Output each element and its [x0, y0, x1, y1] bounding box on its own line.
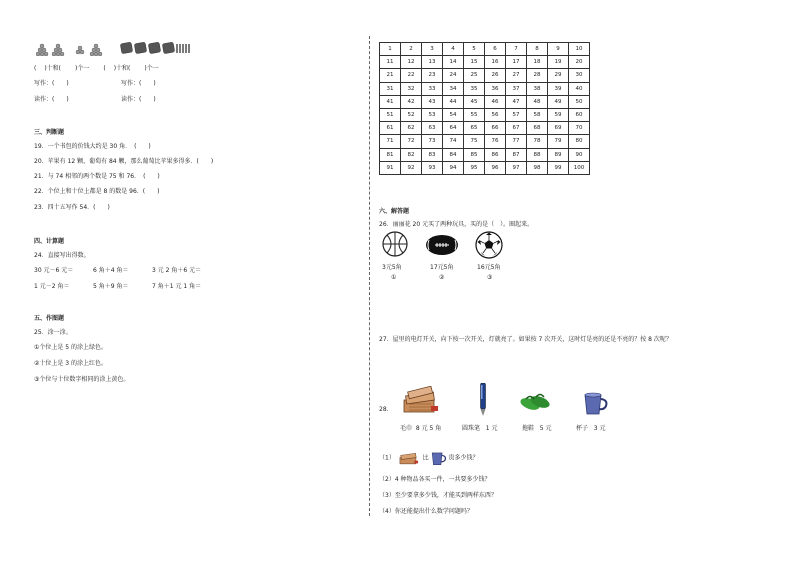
question-27: 27．屋里的电灯开关，向下按一次开关，灯就亮了。如果按 7 次开关，这时灯是亮的还是不亮的？按 8 次呢？ — [379, 336, 672, 343]
hundred-chart-cell[interactable]: 6 — [485, 43, 506, 56]
item-slippers-label — [522, 423, 551, 432]
hundred-chart-cell[interactable]: 73 — [422, 135, 443, 148]
hundred-chart-cell[interactable]: 94 — [443, 161, 464, 174]
hundred-chart-cell[interactable]: 59 — [548, 108, 569, 121]
hundred-chart-cell[interactable]: 26 — [485, 69, 506, 82]
question-25: 25．涂一涂。 — [34, 329, 72, 336]
hundred-chart-cell[interactable]: 43 — [422, 95, 443, 108]
soccer-ball-icon[interactable] — [475, 231, 503, 261]
ball-3-label: ③ — [487, 274, 493, 281]
sub-question-2: （2）4 种物品各买一件，一共要多少钱？ — [379, 476, 491, 483]
hundred-chart-cell[interactable]: 86 — [485, 148, 506, 161]
calc-1-2: 6 角＋4 角＝ — [93, 267, 129, 274]
read-right: 读作：( ) — [121, 96, 156, 103]
hundred-chart-cell[interactable]: 33 — [422, 82, 443, 95]
basketball-icon[interactable] — [382, 231, 408, 259]
ball-1-price: 3元5角 — [382, 264, 402, 271]
slippers-icon — [518, 390, 554, 416]
hundred-chart-cell[interactable]: 69 — [548, 122, 569, 135]
q25-item-3: ③个位与十位数字相同的涂上黄色。 — [34, 376, 130, 383]
hundred-chart-cell[interactable]: 75 — [464, 135, 485, 148]
hundred-chart-cell[interactable]: 30 — [569, 69, 590, 82]
hundred-chart-cell[interactable]: 49 — [548, 95, 569, 108]
hundred-chart-cell[interactable]: 10 — [569, 43, 590, 56]
hundred-chart-cell[interactable]: 34 — [443, 82, 464, 95]
item-cup-label — [576, 423, 605, 432]
hundred-chart-cell[interactable]: 100 — [569, 161, 590, 174]
paren-open-2: ( — [103, 65, 106, 72]
hundred-chart-row — [380, 95, 590, 108]
towel-small-icon — [397, 450, 421, 466]
calc-2-1: 1 元－2 角＝ — [34, 283, 70, 290]
sub-question-1 — [379, 450, 479, 466]
towel-name: 毛巾 — [400, 425, 413, 432]
section3-title: 三、判断题 — [34, 129, 65, 136]
hundred-chart-cell[interactable]: 61 — [380, 122, 401, 135]
ballpoint-pen-icon — [479, 383, 487, 419]
hundred-chart-cell[interactable]: 68 — [527, 122, 548, 135]
hundred-chart-cell[interactable]: 88 — [527, 148, 548, 161]
cup-price: 3 元 — [593, 425, 606, 432]
hundred-chart-cell[interactable]: 67 — [506, 122, 527, 135]
hundred-chart-cell[interactable]: 8 — [527, 43, 548, 56]
hundred-chart-cell[interactable]: 89 — [548, 148, 569, 161]
hundred-chart-cell[interactable]: 16 — [485, 56, 506, 69]
hundred-chart-cell[interactable]: 37 — [506, 82, 527, 95]
question-26: 26．丽丽花 20 元买了两种玩具，买的是（ ）。圈起来。 — [379, 221, 534, 228]
hundred-chart-cell[interactable]: 14 — [443, 56, 464, 69]
hundred-chart-cell[interactable]: 29 — [548, 69, 569, 82]
slippers-price: 5 元 — [539, 425, 552, 432]
hundred-chart-cell[interactable]: 70 — [569, 122, 590, 135]
hundred-chart-cell[interactable]: 54 — [443, 108, 464, 121]
hundred-chart-cell[interactable]: 92 — [401, 161, 422, 174]
hundred-chart-row — [380, 161, 590, 174]
hundred-chart-row — [380, 56, 590, 69]
hundred-chart-cell[interactable]: 19 — [548, 56, 569, 69]
question-20: 20．苹果有 12 颗，葡萄有 84 颗，那么葡萄比苹果多得多．( ) — [34, 158, 214, 165]
tens-and-blank: )十和( — [44, 65, 62, 72]
abacus-answer-line — [34, 63, 159, 72]
hundred-chart-cell[interactable]: 2 — [401, 43, 422, 56]
hundred-chart-row — [380, 82, 590, 95]
paren-open: ( — [34, 65, 37, 72]
bundle-sticks-icon-group — [120, 41, 194, 57]
hundred-chart-cell[interactable]: 42 — [401, 95, 422, 108]
hundred-chart-row — [380, 108, 590, 121]
sub-question-4: （4）你还能提出什么数学问题吗？ — [379, 508, 473, 515]
hundred-chart-cell[interactable]: 77 — [506, 135, 527, 148]
cup-small-icon — [431, 451, 447, 466]
towel-price: 8 元 5 角 — [415, 425, 442, 432]
hundred-chart-row — [380, 135, 590, 148]
write-left: 写作：( ) — [34, 80, 69, 87]
section5-title: 五、作图题 — [34, 315, 65, 322]
hundred-chart-cell[interactable]: 27 — [506, 69, 527, 82]
hundred-chart-cell[interactable]: 82 — [401, 148, 422, 161]
calc-1-1: 30 元－6 元＝ — [34, 267, 74, 274]
hundred-chart-cell[interactable]: 32 — [401, 82, 422, 95]
hundred-chart-cell[interactable]: 81 — [380, 148, 401, 161]
hundred-chart-cell[interactable]: 5 — [464, 43, 485, 56]
item-pen-label — [462, 423, 497, 432]
hundred-chart-cell[interactable]: 1 — [380, 43, 401, 56]
hundred-chart-cell[interactable]: 12 — [401, 56, 422, 69]
hundred-chart-row — [380, 122, 590, 135]
hundred-chart-cell[interactable]: 65 — [464, 122, 485, 135]
hundred-chart-cell[interactable]: 53 — [422, 108, 443, 121]
hundred-chart-cell[interactable]: 84 — [443, 148, 464, 161]
question-22: 22．个位上和十位上都是 8 的数是 96．( ) — [34, 188, 160, 195]
column-divider — [369, 36, 370, 516]
question-23: 23．四十五写作 54．( ) — [34, 204, 110, 211]
hundred-chart-cell[interactable]: 28 — [527, 69, 548, 82]
sub1-prefix: （1） — [379, 454, 395, 462]
hundred-chart-cell[interactable]: 78 — [527, 135, 548, 148]
hundred-chart-cell[interactable]: 96 — [485, 161, 506, 174]
hundred-chart-cell[interactable]: 80 — [569, 135, 590, 148]
pen-price: 1 元 — [485, 425, 498, 432]
hundred-chart-cell[interactable]: 22 — [401, 69, 422, 82]
hundred-chart-cell[interactable]: 62 — [401, 122, 422, 135]
ones-blank: )个一 — [75, 65, 90, 72]
hundred-chart-cell[interactable]: 13 — [422, 56, 443, 69]
hundred-chart-cell[interactable]: 74 — [443, 135, 464, 148]
hundred-chart-cell[interactable]: 11 — [380, 56, 401, 69]
tens-and-blank-2: )十和( — [113, 65, 131, 72]
write-right: 写作：( ) — [121, 80, 156, 87]
hundred-chart-cell[interactable]: 85 — [464, 148, 485, 161]
hundred-chart-cell[interactable]: 46 — [485, 95, 506, 108]
question-21: 21．与 74 相邻的两个数是 75 和 76． ( ) — [34, 173, 160, 180]
hundred-chart-cell[interactable]: 47 — [506, 95, 527, 108]
towel-icon — [401, 386, 441, 418]
hundred-chart-cell[interactable]: 91 — [380, 161, 401, 174]
hundred-chart-cell[interactable]: 15 — [464, 56, 485, 69]
ball-2-price: 17元5角 — [430, 264, 454, 271]
hundred-chart-cell[interactable]: 52 — [401, 108, 422, 121]
hundred-chart-cell[interactable]: 87 — [506, 148, 527, 161]
q25-item-2: ②十位上是 3 的涂上红色。 — [34, 360, 108, 367]
sub1-compare-word: 比 — [422, 454, 429, 462]
hundred-chart-cell[interactable]: 64 — [443, 122, 464, 135]
hundred-chart-cell[interactable]: 35 — [464, 82, 485, 95]
hundred-chart-cell[interactable]: 58 — [527, 108, 548, 121]
hundred-chart-cell[interactable]: 25 — [464, 69, 485, 82]
section4-title: 四、计算题 — [34, 238, 65, 245]
hundred-chart-cell[interactable]: 72 — [401, 135, 422, 148]
item-towel-label — [400, 423, 441, 432]
q25-item-1: ①个位上是 5 的涂上绿色。 — [34, 344, 108, 351]
hundred-chart-cell[interactable]: 99 — [548, 161, 569, 174]
ones-blank-2: )个一 — [144, 65, 159, 72]
hundred-chart-cell[interactable]: 51 — [380, 108, 401, 121]
hundred-chart-cell[interactable]: 55 — [464, 108, 485, 121]
hundred-chart — [379, 42, 590, 175]
hundred-chart-cell[interactable]: 56 — [485, 108, 506, 121]
hundred-chart-cell[interactable]: 23 — [422, 69, 443, 82]
calc-1-3: 3 元 2 角＋6 元＝ — [152, 267, 202, 274]
hundred-chart-cell[interactable]: 66 — [485, 122, 506, 135]
hundred-chart-cell[interactable]: 63 — [422, 122, 443, 135]
sub-question-3: （3）至少要拿多少钱，才能买到两样东西？ — [379, 492, 497, 499]
pen-name: 圆珠笔 — [462, 425, 481, 432]
hundred-chart-cell[interactable]: 24 — [443, 69, 464, 82]
read-left: 读作：( ) — [34, 96, 69, 103]
hundred-chart-row — [380, 69, 590, 82]
hundred-chart-cell[interactable]: 57 — [506, 108, 527, 121]
calc-2-2: 5 角＋9 角＝ — [93, 283, 129, 290]
hundred-chart-cell[interactable]: 3 — [422, 43, 443, 56]
hundred-chart-cell[interactable]: 60 — [569, 108, 590, 121]
hundred-chart-cell[interactable]: 95 — [464, 161, 485, 174]
hundred-chart-cell[interactable]: 97 — [506, 161, 527, 174]
hundred-chart-cell[interactable]: 31 — [380, 82, 401, 95]
hundred-chart-cell[interactable]: 20 — [569, 56, 590, 69]
question-19: 19．一个书包的价钱大约是 30 角． ( ) — [34, 143, 151, 150]
hundred-chart-cell[interactable]: 79 — [548, 135, 569, 148]
hundred-chart-cell[interactable]: 98 — [527, 161, 548, 174]
calc-2-3: 7 角＋1 元 1 角＝ — [152, 283, 202, 290]
hundred-chart-cell[interactable]: 83 — [422, 148, 443, 161]
hundred-chart-cell[interactable]: 18 — [527, 56, 548, 69]
hundred-chart-cell[interactable]: 39 — [548, 82, 569, 95]
hundred-chart-row — [380, 43, 590, 56]
hundred-chart-row — [380, 148, 590, 161]
hundred-chart-cell[interactable]: 40 — [569, 82, 590, 95]
ball-1-label: ① — [391, 274, 397, 281]
cup-icon — [583, 392, 609, 418]
question-28: 28． — [379, 406, 393, 413]
hundred-chart-cell[interactable]: 45 — [464, 95, 485, 108]
hundred-chart-cell[interactable]: 17 — [506, 56, 527, 69]
sub1-suffix: 贵多少钱？ — [448, 454, 479, 462]
ball-2-label: ② — [439, 274, 445, 281]
question-24: 24．直接写出得数。 — [34, 252, 90, 259]
abacus-ones-icon-group — [36, 42, 108, 58]
hundred-chart-cell[interactable]: 21 — [380, 69, 401, 82]
hundred-chart-cell[interactable]: 41 — [380, 95, 401, 108]
hundred-chart-cell[interactable]: 38 — [527, 82, 548, 95]
hundred-chart-cell[interactable]: 90 — [569, 148, 590, 161]
slippers-name: 拖鞋 — [522, 425, 535, 432]
cup-name: 杯子 — [576, 425, 589, 432]
ball-3-price: 16元5角 — [477, 264, 501, 271]
hundred-chart-cell[interactable]: 44 — [443, 95, 464, 108]
hundred-chart-cell[interactable]: 50 — [569, 95, 590, 108]
hundred-chart-cell[interactable]: 36 — [485, 82, 506, 95]
hundred-chart-cell[interactable]: 71 — [380, 135, 401, 148]
hundred-chart-cell[interactable]: 4 — [443, 43, 464, 56]
hundred-chart-cell[interactable]: 9 — [548, 43, 569, 56]
hundred-chart-cell[interactable]: 76 — [485, 135, 506, 148]
hundred-chart-cell[interactable]: 48 — [527, 95, 548, 108]
section6-title: 六、解答题 — [379, 208, 410, 215]
football-icon[interactable] — [425, 234, 459, 258]
hundred-chart-cell[interactable]: 7 — [506, 43, 527, 56]
hundred-chart-cell[interactable]: 93 — [422, 161, 443, 174]
